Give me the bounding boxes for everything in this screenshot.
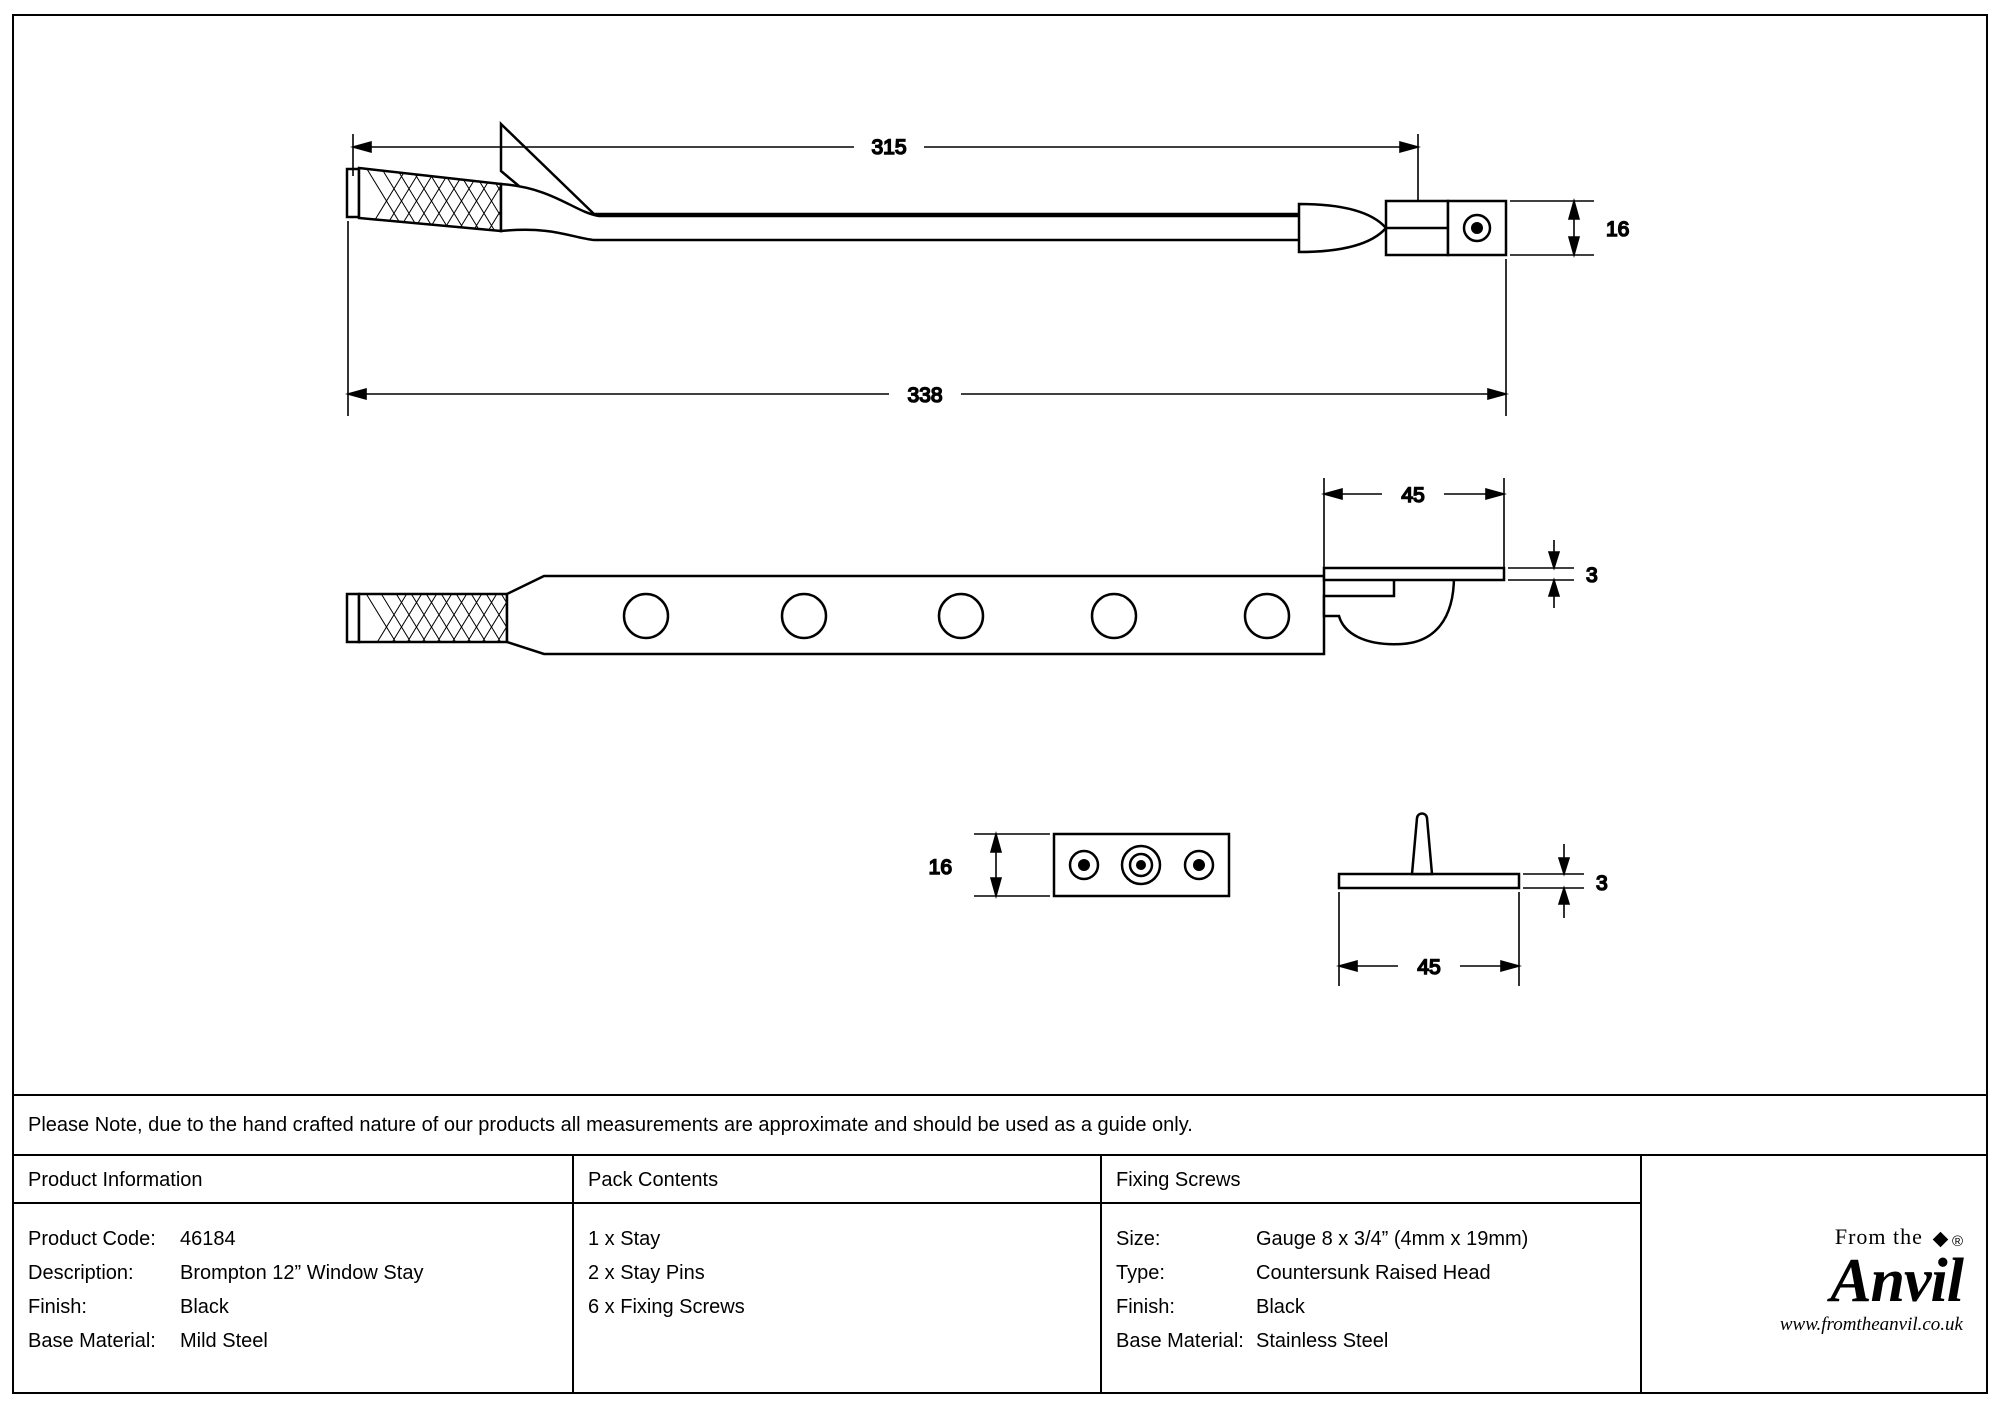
base-material-value: Mild Steel: [180, 1330, 268, 1352]
pack-contents-column: [574, 1156, 1102, 1392]
info-table: [14, 1154, 1986, 1392]
measurement-note-text: Please Note, due to the hand crafted nature of our products all measurements are approximate and should be used as a guide only.: [28, 1113, 1193, 1136]
pack-contents-header: Pack Contents: [574, 1156, 1100, 1204]
dimension-3-plan: [1508, 540, 1598, 608]
table-row: [1116, 1256, 1626, 1290]
product-information-column: [14, 1156, 574, 1392]
table-row: [28, 1324, 558, 1358]
screw-size-value: Gauge 8 x 3/4” (4mm x 19mm): [1256, 1228, 1529, 1250]
drawing-area: [14, 16, 1986, 1094]
brand-logo: [1642, 1156, 1984, 1394]
dimension-3-plan-label: 3: [1586, 564, 1598, 587]
dimension-338-label: 338: [907, 384, 943, 407]
dimension-16-height-label: 16: [1606, 218, 1630, 241]
pack-contents-body: [574, 1204, 1100, 1324]
list-item: 1 x Stay: [588, 1228, 661, 1250]
product-information-header: Product Information: [14, 1156, 572, 1204]
pin-elevation-view: [1339, 814, 1519, 889]
dimension-45-plan-label: 45: [1401, 484, 1425, 507]
screw-type-value: Countersunk Raised Head: [1256, 1262, 1491, 1284]
side-elevation-view: [347, 124, 1506, 255]
dimension-3-pin: [1523, 844, 1608, 918]
plan-view: [347, 568, 1504, 672]
dimension-16-pin-plate-label: 16: [928, 856, 952, 879]
description-value: Brompton 12” Window Stay: [180, 1262, 424, 1284]
product-information-body: [14, 1204, 572, 1358]
product-code-value: 46184: [180, 1228, 236, 1250]
measurement-note: [14, 1094, 1986, 1154]
pin-plate-plan-view: [1054, 834, 1229, 896]
table-row: [1116, 1324, 1626, 1358]
table-row: [1116, 1290, 1626, 1324]
screw-type-label: Type:: [1116, 1262, 1165, 1284]
dimension-315-label: 315: [871, 136, 907, 159]
logo-column: [1642, 1156, 1984, 1392]
dimension-16-height: [1510, 201, 1629, 255]
dimension-45-pin-plate-label: 45: [1417, 956, 1441, 979]
fixing-screws-column: [1102, 1156, 1642, 1392]
sheet-border: [12, 14, 1988, 1394]
dimension-45-plan: [1324, 478, 1504, 568]
finish-value: Black: [180, 1296, 229, 1318]
screw-base-material-value: Stainless Steel: [1256, 1330, 1389, 1352]
description-label: Description:: [28, 1262, 134, 1284]
screw-size-label: Size:: [1116, 1228, 1161, 1250]
table-row: [1116, 1222, 1626, 1256]
list-item: 6 x Fixing Screws: [588, 1296, 745, 1318]
table-row: [28, 1222, 558, 1256]
screw-base-material-label: Base Material:: [1116, 1330, 1244, 1352]
list-item: 2 x Stay Pins: [588, 1262, 705, 1284]
screw-finish-label: Finish:: [1116, 1296, 1175, 1318]
registered-mark-icon: ®: [1951, 1233, 1963, 1250]
logo-anvil-text: Anvil: [1830, 1247, 1963, 1315]
finish-label: Finish:: [28, 1296, 87, 1318]
table-row: [28, 1256, 558, 1290]
dimension-16-pin-plate: [929, 834, 1050, 896]
fixing-screws-body: [1102, 1204, 1640, 1358]
product-code-label: Product Code:: [28, 1228, 156, 1250]
base-material-label: Base Material:: [28, 1330, 156, 1352]
dimension-3-pin-label: 3: [1596, 872, 1608, 895]
fixing-screws-header: Fixing Screws: [1102, 1156, 1640, 1204]
logo-from-the-text: From the: [1834, 1224, 1923, 1249]
table-row: [28, 1290, 558, 1324]
diamond-icon: [1933, 1232, 1949, 1248]
screw-finish-value: Black: [1256, 1296, 1305, 1318]
logo-url-text: www.fromtheanvil.co.uk: [1779, 1314, 1963, 1335]
dimension-45-pin-plate: [1339, 892, 1519, 986]
